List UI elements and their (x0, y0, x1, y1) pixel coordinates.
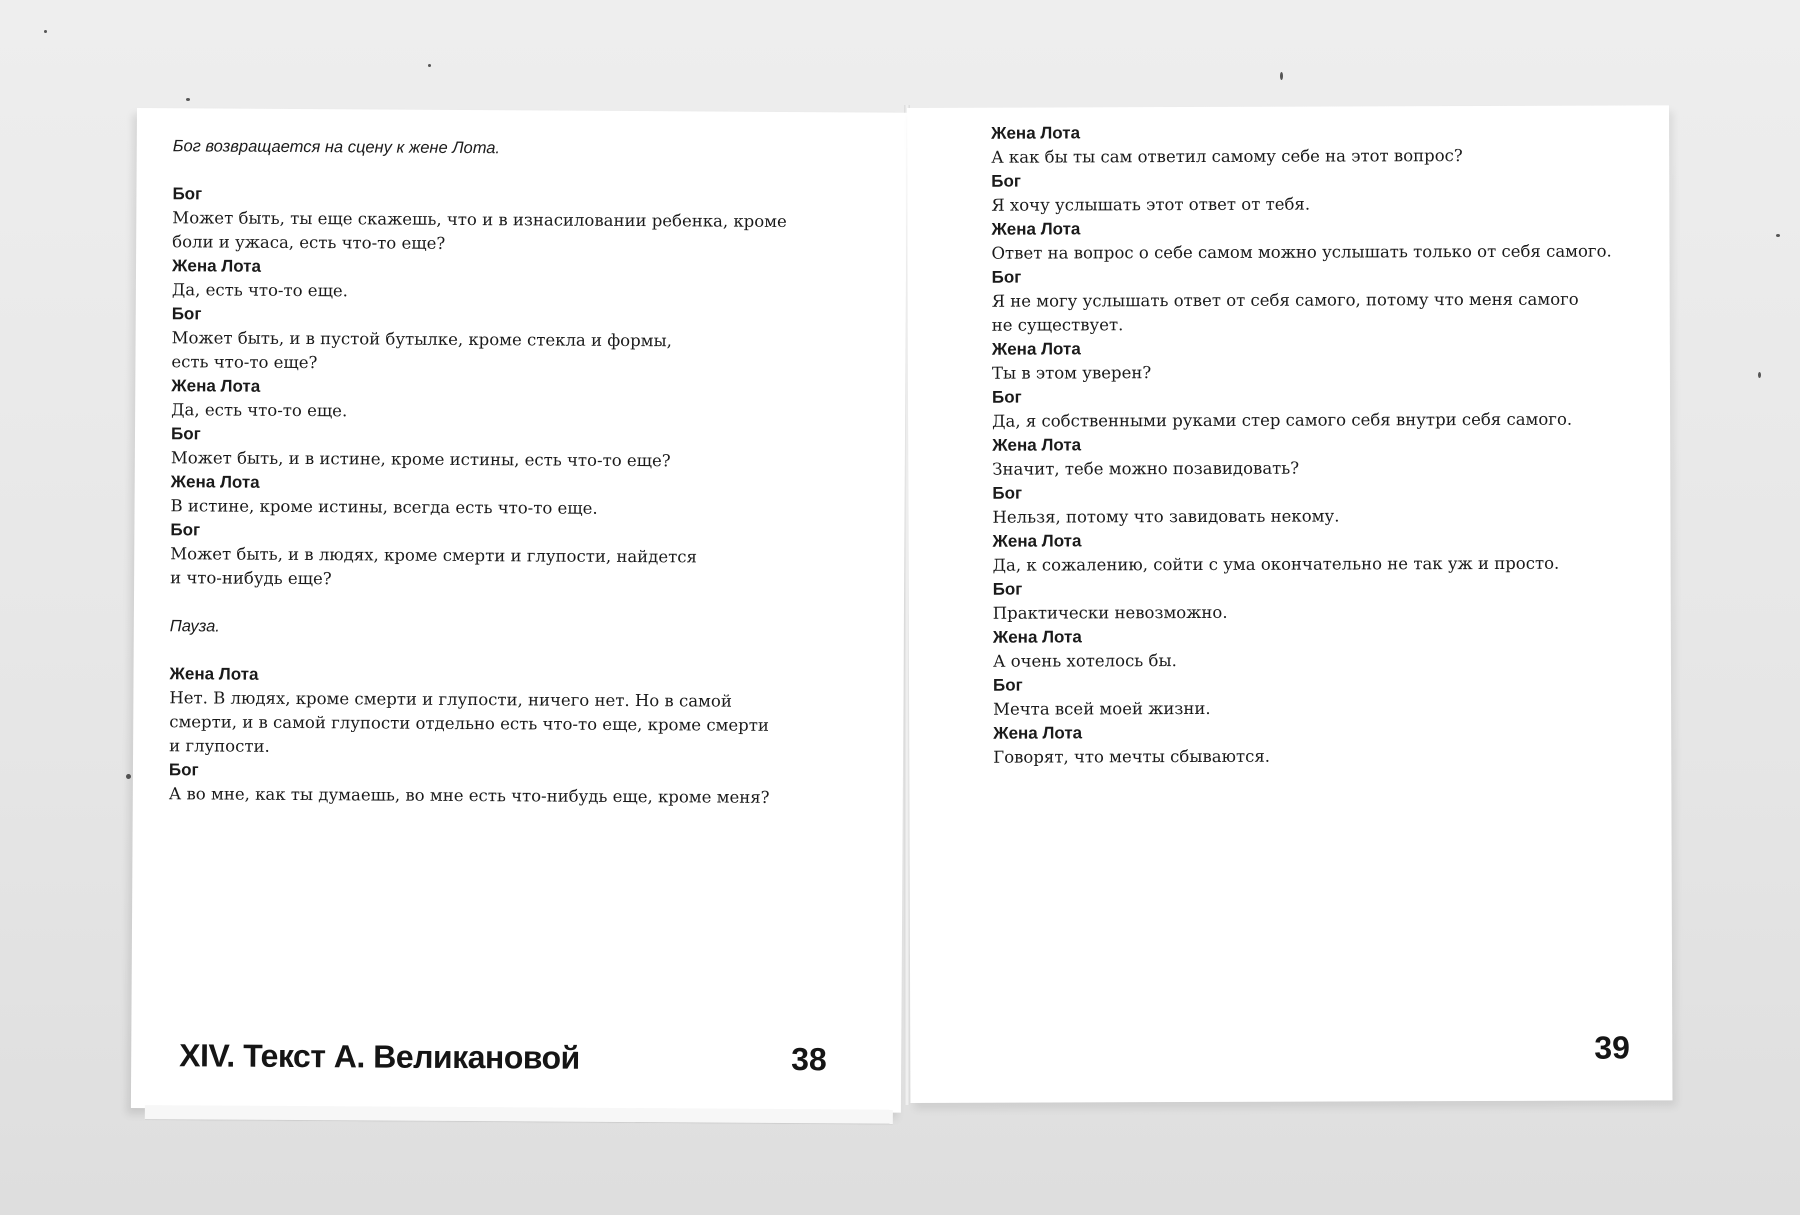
right-page (907, 105, 1672, 1103)
speaker-name: Жена Лота (991, 219, 1081, 239)
speaker-name: Жена Лота (993, 723, 1083, 743)
speaker-name: Бог (991, 267, 1022, 287)
speaker-name: Бог (992, 483, 1023, 503)
left-dialogue (169, 134, 873, 810)
dialogue-line: В истине, кроме истины, всегда есть что-то еще. (170, 496, 598, 518)
speaker-name: Жена Лота (171, 376, 261, 396)
page-number-left: 38 (791, 1041, 827, 1078)
dialogue-line: Может быть, ты еще скажешь, что и в изнасиловании ребенка, кроме боли и ужаса, есть что-то еще? (172, 208, 787, 253)
stage-direction: Бог возвращается на сцену к жене Лота. (172, 137, 501, 158)
dust-speck (1280, 72, 1283, 80)
dialogue-line: Нет. В людях, кроме смерти и глупости, ничего нет. Но в самой смерти, и в самой глупости отдельно есть что-то еще, кроме смерти и глупости. (169, 688, 769, 756)
dialogue-line: Может быть, и в людях, кроме смерти и глупости, найдется и что-нибудь еще? (170, 544, 697, 589)
dialogue-line: Да, к сожалению, сойти с ума окончательно не так уж и просто. (992, 553, 1560, 575)
dialogue-line: А во мне, как ты думаешь, во мне есть что-нибудь еще, кроме меня? (168, 784, 770, 807)
speaker-name: Жена Лота (169, 664, 259, 684)
speaker-name: Бог (991, 387, 1022, 407)
dialogue-line: Значит, тебе можно позавидовать? (992, 458, 1300, 479)
dust-speck (1776, 234, 1780, 237)
speaker-name: Жена Лота (992, 435, 1082, 455)
dust-speck (1758, 372, 1761, 378)
dust-speck (428, 64, 431, 67)
dialogue-line: Может быть, и в истине, кроме истины, есть что-то еще? (170, 448, 671, 471)
dialogue-line: Ты в этом уверен? (991, 363, 1152, 383)
dialogue-line: Я хочу услышать этот ответ от тебя. (991, 194, 1311, 215)
dialogue-line: Да, я собственными руками стер самого себя внутри себя самого. (992, 409, 1573, 431)
speaker-name: Жена Лота (991, 123, 1081, 143)
dialogue-line: Мечта всей моей жизни. (993, 698, 1211, 719)
left-page (131, 108, 907, 1113)
chapter-title: XIV. Текст А. Великановой (179, 1037, 580, 1076)
page-number-right: 39 (1594, 1029, 1630, 1066)
speaker-name: Жена Лота (991, 339, 1081, 359)
dust-speck (44, 30, 47, 33)
speaker-name: Жена Лота (171, 256, 262, 276)
speaker-name: Бог (992, 675, 1023, 695)
dialogue-line: Да, есть что-то еще. (171, 400, 348, 421)
dust-speck (186, 98, 190, 101)
speaker-name: Бог (172, 184, 203, 204)
speaker-name: Жена Лота (170, 472, 260, 492)
dialogue-line: Может быть, и в пустой бутылке, кроме стекла и формы, есть что-то еще? (171, 328, 672, 373)
dialogue-line: Нельзя, потому что завидовать некому. (992, 506, 1340, 527)
dialogue-line: А как бы ты сам ответил самому себе на этот вопрос? (991, 146, 1463, 167)
speaker-name: Бог (170, 520, 201, 540)
dialogue-line: Практически невозможно. (992, 602, 1228, 623)
speaker-name: Бог (168, 760, 199, 780)
dialogue-line: Ответ на вопрос о себе самом можно услышать только от себя самого. (991, 241, 1612, 263)
dialogue-line: А очень хотелось бы. (992, 651, 1177, 671)
stage-direction: Пауза. (169, 617, 220, 636)
dust-speck (126, 774, 131, 779)
speaker-name: Бог (171, 304, 202, 324)
speaker-name: Бог (992, 579, 1023, 599)
dialogue-line: Я не могу услышать ответ от себя самого, потому что меня самого не существует. (991, 289, 1579, 335)
speaker-name: Бог (170, 424, 201, 444)
dialogue-line: Говорят, что мечты сбываются. (993, 746, 1271, 767)
dialogue-line: Да, есть что-то еще. (171, 280, 349, 301)
speaker-name: Бог (991, 171, 1021, 191)
speaker-name: Жена Лота (992, 627, 1082, 647)
right-dialogue (991, 119, 1653, 769)
speaker-name: Жена Лота (992, 531, 1082, 551)
